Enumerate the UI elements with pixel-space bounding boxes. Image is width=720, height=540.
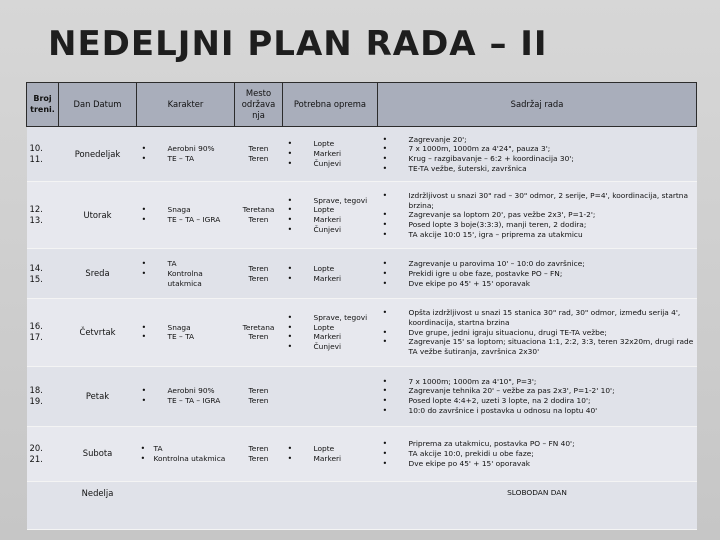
content-item: • 10:0 do završnice i postavka u odnosu na loptu 40' bbox=[381, 406, 694, 416]
content-item: • Dve ekipe po 45' + 15' oporavak bbox=[381, 459, 694, 469]
page-title: NEDELJNI PLAN RADA – II bbox=[48, 24, 548, 64]
day-cell: Petak bbox=[59, 366, 137, 426]
content-item: • Zagrevanje sa loptom 20', pas vežbe 2x3', P=1-2'; bbox=[381, 210, 694, 220]
content-item: • 7 x 1000m, 1000m za 4'24", pauza 3'; bbox=[381, 144, 694, 154]
equipment-item: • Markeri bbox=[286, 149, 375, 159]
table-row bbox=[27, 127, 697, 182]
content-item: • Posed lopte 3 boje(3:3:3), manji teren, 2 dodira; bbox=[381, 220, 694, 230]
character-cell bbox=[137, 366, 235, 426]
day-cell: Subota bbox=[59, 426, 137, 481]
equipment-cell bbox=[283, 127, 378, 182]
content-item: • TA akcije 10:0, prekidi u obe faze; bbox=[381, 449, 694, 459]
content-item: • Dve ekipe po 45' + 15' oporavak bbox=[381, 279, 694, 289]
character-item: • Aerobni 90% bbox=[140, 144, 232, 154]
location-cell: Teretana Teren bbox=[235, 299, 283, 366]
content-item: • Zagrevanje 15' sa loptom; situaciona 1:1, 2:2, 3:3, teren 32x20m, drugi rade TA vežbe šutiranja, završnica 2x30' bbox=[381, 337, 694, 357]
content-item: • Krug – razgibavanje – 6:2 + koordinacija 30'; bbox=[381, 154, 694, 164]
equipment-item: • Markeri bbox=[286, 454, 375, 464]
equipment-item: • Markeri bbox=[286, 274, 375, 284]
equipment-item: • Markeri bbox=[286, 215, 375, 225]
location-cell: Teren Teren bbox=[235, 366, 283, 426]
training-number: 12. 13. bbox=[27, 182, 59, 249]
weekly-plan-table bbox=[26, 82, 697, 530]
day-cell: Utorak bbox=[59, 182, 137, 249]
character-cell bbox=[137, 426, 235, 481]
content-item: • Izdržljivost u snazi 30" rad – 30" odmor, 2 serije, P=4', koordinacija, startna brzina; bbox=[381, 191, 694, 211]
character-item: • Snaga bbox=[140, 323, 232, 333]
content-item: • Opšta izdržljivost u snazi 15 stanica 30" rad, 30" odmor, između serija 4', koordinacija, startna brzina bbox=[381, 308, 694, 328]
header-character: Karakter bbox=[137, 83, 235, 127]
training-number: 18. 19. bbox=[27, 366, 59, 426]
content-item: • Zagrevanje 20'; bbox=[381, 135, 694, 145]
character-cell bbox=[137, 481, 235, 529]
content-item: • Posed lopte 4:4+2, uzeti 3 lopte, na 2 dodira 10'; bbox=[381, 396, 694, 406]
equipment-cell bbox=[283, 299, 378, 366]
training-number: 14. 15. bbox=[27, 249, 59, 299]
location-cell bbox=[235, 481, 283, 529]
character-cell bbox=[137, 249, 235, 299]
equipment-item: • Sprave, tegovi bbox=[286, 196, 375, 206]
character-item: • TE – TA – IGRA bbox=[140, 396, 232, 406]
training-number bbox=[27, 481, 59, 529]
header-day-date: Dan Datum bbox=[59, 83, 137, 127]
equipment-item: • Lopte bbox=[286, 139, 375, 149]
character-item: • Snaga bbox=[140, 205, 232, 215]
content-item: • TE-TA vežbe, šuterski, završnica bbox=[381, 164, 694, 174]
content-cell bbox=[378, 127, 697, 182]
header-training-number: Broj treni. bbox=[27, 83, 59, 127]
content-cell bbox=[378, 249, 697, 299]
character-item: • Kontrolna utakmica bbox=[140, 269, 232, 289]
character-cell bbox=[137, 182, 235, 249]
table-row bbox=[27, 366, 697, 426]
day-cell: Sreda bbox=[59, 249, 137, 299]
location-cell: Teren Teren bbox=[235, 249, 283, 299]
character-item: • Kontrolna utakmica bbox=[140, 454, 232, 464]
table-row bbox=[27, 249, 697, 299]
table-row bbox=[27, 299, 697, 366]
content-item: • Zagrevanje u parovima 10' – 10:0 do završnice; bbox=[381, 259, 694, 269]
character-cell bbox=[137, 299, 235, 366]
training-number: 10. 11. bbox=[27, 127, 59, 182]
content-item: • Dve grupe, jedni igraju situacionu, drugi TE-TA vežbe; bbox=[381, 328, 694, 338]
equipment-cell bbox=[283, 366, 378, 426]
location-cell: Teretana Teren bbox=[235, 182, 283, 249]
content-item: • 7 x 1000m; 1000m za 4'10", P=3'; bbox=[381, 377, 694, 387]
training-number: 20. 21. bbox=[27, 426, 59, 481]
character-item: • Aerobni 90% bbox=[140, 386, 232, 396]
content-cell bbox=[378, 182, 697, 249]
equipment-item: • Sprave, tegovi bbox=[286, 313, 375, 323]
equipment-item: • Čunjevi bbox=[286, 159, 375, 169]
character-item: • TE – TA – IGRA bbox=[140, 215, 232, 225]
content-item: • Priprema za utakmicu, postavka PO – FN 40'; bbox=[381, 439, 694, 449]
content-cell bbox=[378, 366, 697, 426]
table-row bbox=[27, 481, 697, 529]
character-item: • TE – TA bbox=[140, 154, 232, 164]
character-item: • TE – TA bbox=[140, 332, 232, 342]
table-row bbox=[27, 426, 697, 481]
equipment-item: • Lopte bbox=[286, 205, 375, 215]
equipment-item: • Markeri bbox=[286, 332, 375, 342]
equipment-item: • Lopte bbox=[286, 323, 375, 333]
equipment-cell bbox=[283, 182, 378, 249]
equipment-item: • Čunjevi bbox=[286, 342, 375, 352]
free-day-cell: SLOBODAN DAN bbox=[378, 481, 697, 529]
header-content: Sadržaj rada bbox=[378, 83, 697, 127]
character-item: • TA bbox=[140, 259, 232, 269]
content-item: • Zagrevanje tehnika 20' – vežbe za pas 2x3', P=1-2' 10'; bbox=[381, 386, 694, 396]
day-cell: Nedelja bbox=[59, 481, 137, 529]
equipment-item: • Čunjevi bbox=[286, 225, 375, 235]
character-cell bbox=[137, 127, 235, 182]
content-item: • Prekidi igre u obe faze, postavke PO – FN; bbox=[381, 269, 694, 279]
header-row bbox=[27, 83, 697, 127]
header-equipment: Potrebna oprema bbox=[283, 83, 378, 127]
training-number: 16. 17. bbox=[27, 299, 59, 366]
character-item: • TA bbox=[140, 444, 232, 454]
equipment-cell bbox=[283, 249, 378, 299]
day-cell: Ponedeljak bbox=[59, 127, 137, 182]
location-cell: Teren Teren bbox=[235, 127, 283, 182]
table-row bbox=[27, 182, 697, 249]
equipment-item: • Lopte bbox=[286, 264, 375, 274]
header-location: Mesto održava nja bbox=[235, 83, 283, 127]
equipment-cell bbox=[283, 481, 378, 529]
content-cell bbox=[378, 299, 697, 366]
equipment-item: • Lopte bbox=[286, 444, 375, 454]
content-item: • TA akcije 10:0 15', igra – priprema za utakmicu bbox=[381, 230, 694, 240]
location-cell: Teren Teren bbox=[235, 426, 283, 481]
content-cell bbox=[378, 426, 697, 481]
day-cell: Četvrtak bbox=[59, 299, 137, 366]
equipment-cell bbox=[283, 426, 378, 481]
